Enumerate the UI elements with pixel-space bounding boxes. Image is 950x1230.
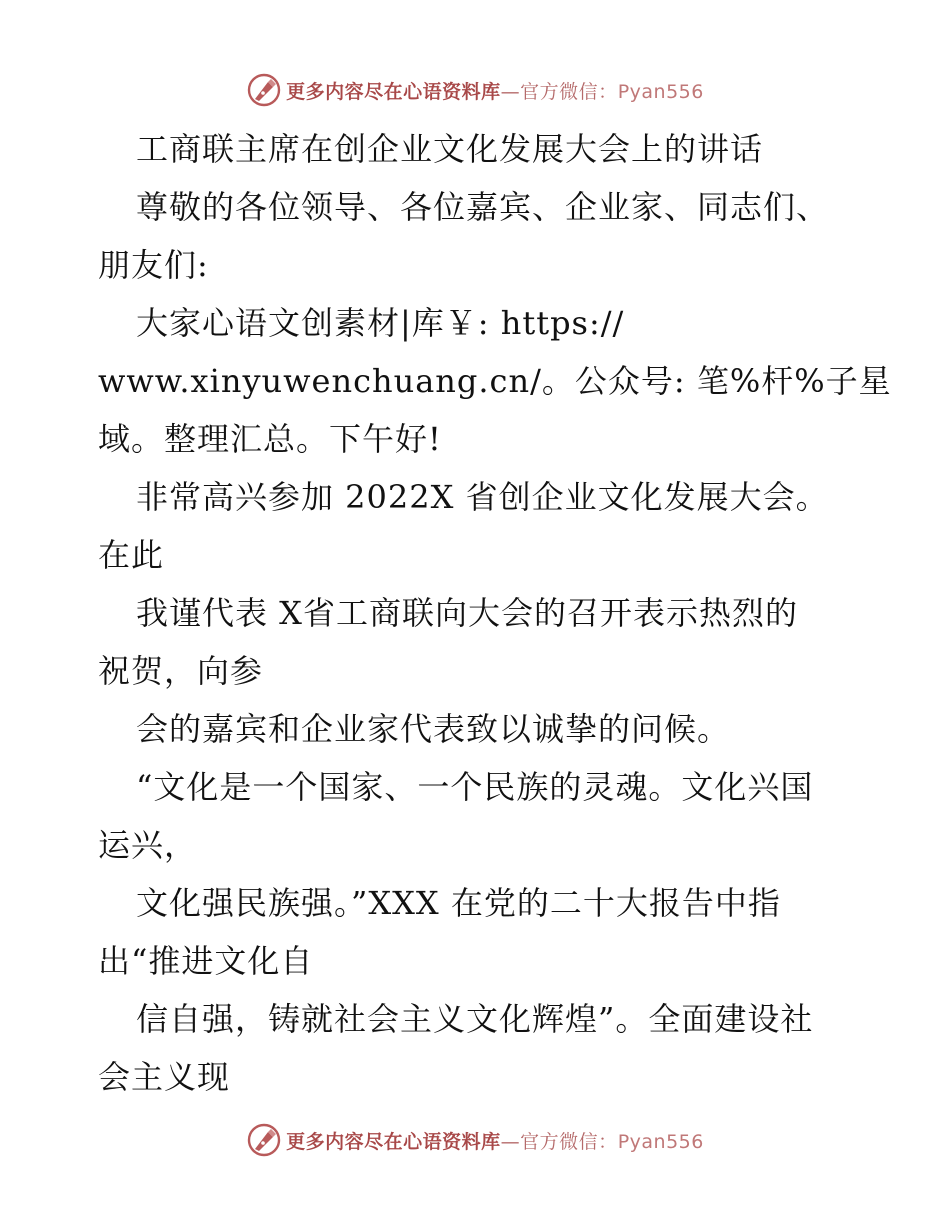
text-line: “文化是一个国家、一个民族的灵魂。文化兴国 (136, 768, 814, 806)
banner-main-text: 更多内容尽在心语资料库 (286, 80, 501, 103)
text-line: 文化强民族强。”XXX 在党的二十大报告中指 (136, 884, 781, 922)
text-line: 祝贺，向参 (98, 652, 264, 690)
text-line: 运兴， (98, 826, 198, 864)
banner-dash: — (500, 1130, 521, 1153)
banner-handle: Pyan556 (617, 80, 704, 103)
pen-nib-logo-icon (246, 1122, 282, 1158)
text-line: 出“推进文化自 (98, 942, 314, 980)
banner-label: 官方微信： (520, 1130, 618, 1153)
text-line: 我谨代表 X省工商联向大会的召开表示热烈的 (136, 594, 798, 632)
header-banner (0, 68, 950, 112)
banner-text (286, 1127, 704, 1154)
banner-dash: — (500, 80, 521, 103)
text-line: 会的嘉宾和企业家代表致以诚挚的问候。 (136, 710, 731, 748)
text-line: 会主义现 (98, 1058, 231, 1096)
document-body (98, 120, 892, 1106)
footer-banner (0, 1118, 950, 1162)
text-line: 朋友们: (98, 246, 209, 284)
banner-text (286, 77, 704, 104)
banner-handle: Pyan556 (617, 1130, 704, 1153)
text-line: 信自强，铸就社会主义文化辉煌”。全面建设社 (136, 1000, 814, 1038)
text-line: www.xinyuwenchuang.cn/。公众号: 笔%杆%子星 (98, 362, 892, 400)
text-line: 工商联主席在创企业文化发展大会上的讲话 (136, 130, 764, 168)
banner-main-text: 更多内容尽在心语资料库 (286, 1130, 501, 1153)
pen-nib-logo-icon (246, 72, 282, 108)
text-line: 大家心语文创素材|库￥: https:// (136, 304, 625, 342)
banner-label: 官方微信： (520, 80, 618, 103)
text-line: 非常高兴参加 2022X 省创企业文化发展大会。 (136, 478, 829, 516)
text-line: 在此 (98, 536, 165, 574)
text-line: 尊敬的各位领导、各位嘉宾、企业家、同志们、 (136, 188, 830, 226)
text-line: 域。整理汇总。下午好! (98, 420, 442, 458)
